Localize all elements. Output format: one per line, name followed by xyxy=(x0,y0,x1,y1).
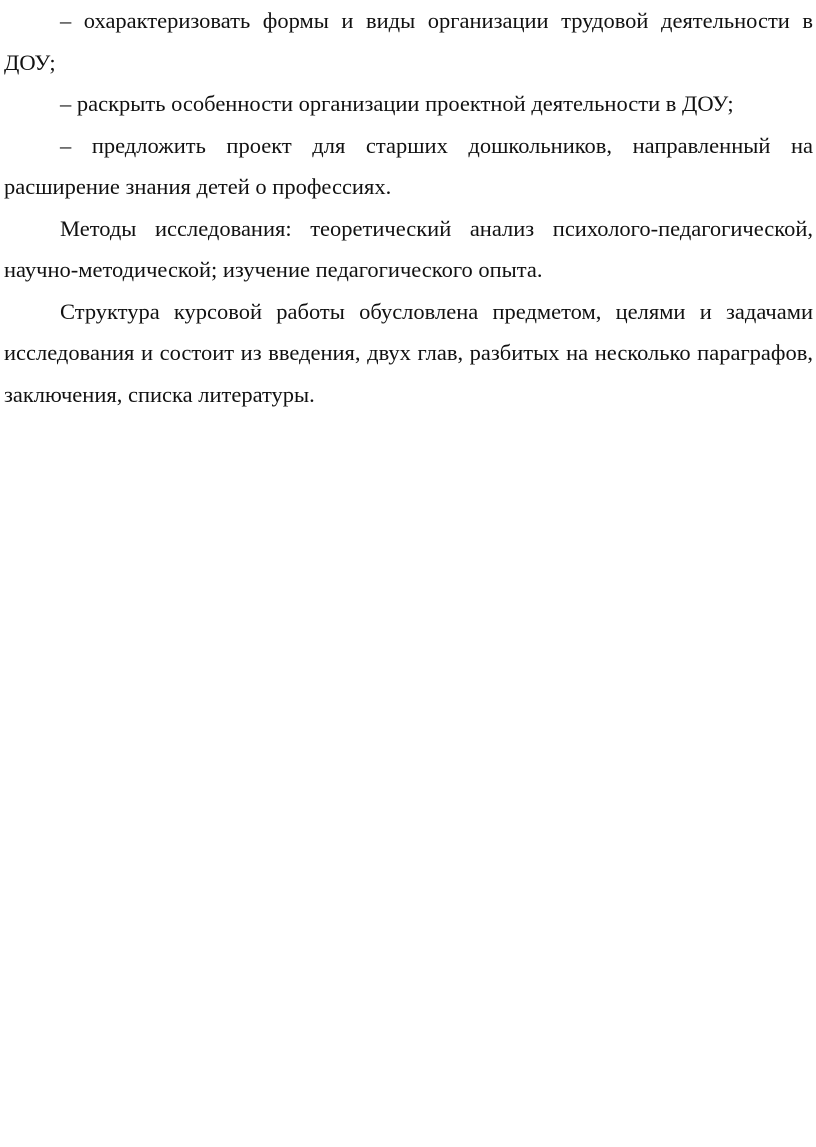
task-item-characterize: – охарактеризовать формы и виды организации трудовой деятельности в ДОУ; xyxy=(4,8,813,75)
task-item-propose: – предложить проект для старших дошкольников, направленный на расширение знания детей о профессиях. xyxy=(4,132,813,199)
document-body xyxy=(4,0,813,415)
task-item-reveal: – раскрыть особенности организации проектной деятельности в ДОУ; xyxy=(60,91,734,116)
work-structure-paragraph: Структура курсовой работы обусловлена предметом, целями и задачами исследования и состоит из введения, двух глав, разбитых на несколько параграфов, заключения, списка литературы. xyxy=(4,298,813,407)
research-methods-paragraph: Методы исследования: теоретический анализ психолого-педагогической, научно-методической; изучение педагогического опыта. xyxy=(4,215,813,282)
